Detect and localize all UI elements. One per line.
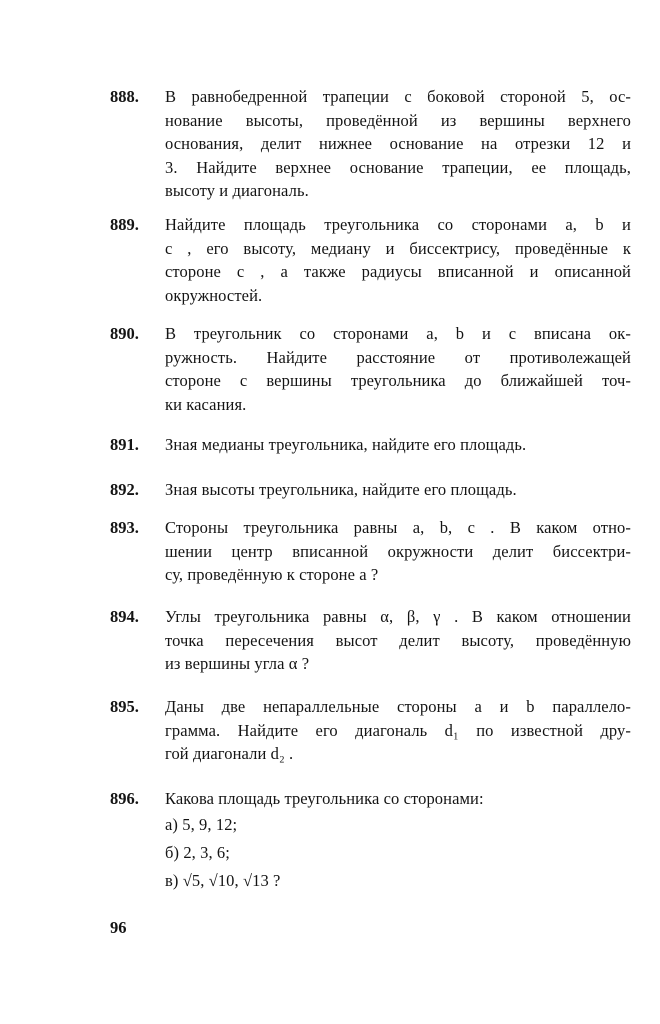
problem-text-line: гой диагонали d₂ . bbox=[165, 744, 294, 763]
problem-text-line: Углы треугольника равны α, β, γ . В каком отношении bbox=[165, 607, 631, 626]
problem-subitem-c: в) √5, √10, √13 ? bbox=[165, 870, 281, 890]
problem-text-line: Зная высоты треугольника, найдите его площадь. bbox=[165, 480, 517, 499]
problem-text-line: ки касания. bbox=[165, 394, 247, 414]
page-number: 96 bbox=[110, 918, 127, 937]
problem-number: 894. bbox=[110, 607, 139, 626]
problem-text-line: шении центр вписанной окружности делит биссектри- bbox=[165, 541, 631, 561]
problem-text-line: нование высоты, проведённой из вершины верхнего bbox=[165, 110, 631, 130]
problem-number: 890. bbox=[110, 324, 139, 343]
problem-text-line: В треугольник со сторонами a, b и c вписана ок- bbox=[165, 324, 631, 343]
problem-number: 892. bbox=[110, 480, 139, 499]
problem-number: 896. bbox=[110, 789, 139, 808]
problem-subitem-b: б) 2, 3, 6; bbox=[165, 842, 230, 862]
problem-text-line: Какова площадь треугольника со сторонами: bbox=[165, 789, 484, 808]
problem-text-line: Зная медианы треугольника, найдите его площадь. bbox=[165, 435, 527, 454]
problem-text-line: су, проведённую к стороне a ? bbox=[165, 565, 379, 584]
problem-number: 893. bbox=[110, 518, 139, 537]
problem-number: 889. bbox=[110, 215, 139, 234]
problem-text-line: В равнобедренной трапеции с боковой стороной 5, ос- bbox=[165, 87, 631, 106]
problem-text-line: Даны две непараллельные стороны a и b параллело- bbox=[165, 697, 631, 716]
problem-text-line: из вершины угла α ? bbox=[165, 654, 310, 673]
problem-text-line: c , его высоту, медиану и биссектрису, проведённые к bbox=[165, 238, 631, 258]
problem-text-line: окружностей. bbox=[165, 285, 263, 305]
problem-number: 895. bbox=[110, 697, 139, 716]
problem-text-line: грамма. Найдите его диагональ d₁ по известной дру- bbox=[165, 720, 631, 740]
problem-text-line: стороне c вершины треугольника до ближайшей точ- bbox=[165, 371, 631, 390]
problem-text-line: точка пересечения высот делит высоту, проведённую bbox=[165, 630, 631, 650]
problem-text-line: ружность. Найдите расстояние от противолежащей bbox=[165, 347, 631, 367]
problem-text-line: 3. Найдите верхнее основание трапеции, ее площадь, bbox=[165, 157, 631, 177]
problem-text-line: Стороны треугольника равны a, b, c . В каком отно- bbox=[165, 518, 631, 537]
problem-text-line: стороне c , а также радиусы вписанной и описанной bbox=[165, 262, 631, 281]
problem-subitem-a: а) 5, 9, 12; bbox=[165, 814, 238, 834]
problem-number: 891. bbox=[110, 435, 139, 454]
problem-text-line: высоту и диагональ. bbox=[165, 181, 309, 200]
problem-text-line: основания, делит нижнее основание на отрезки 12 и bbox=[165, 134, 631, 153]
problem-number: 888. bbox=[110, 87, 139, 106]
problem-text-line: Найдите площадь треугольника со сторонами a, b и bbox=[165, 215, 631, 234]
